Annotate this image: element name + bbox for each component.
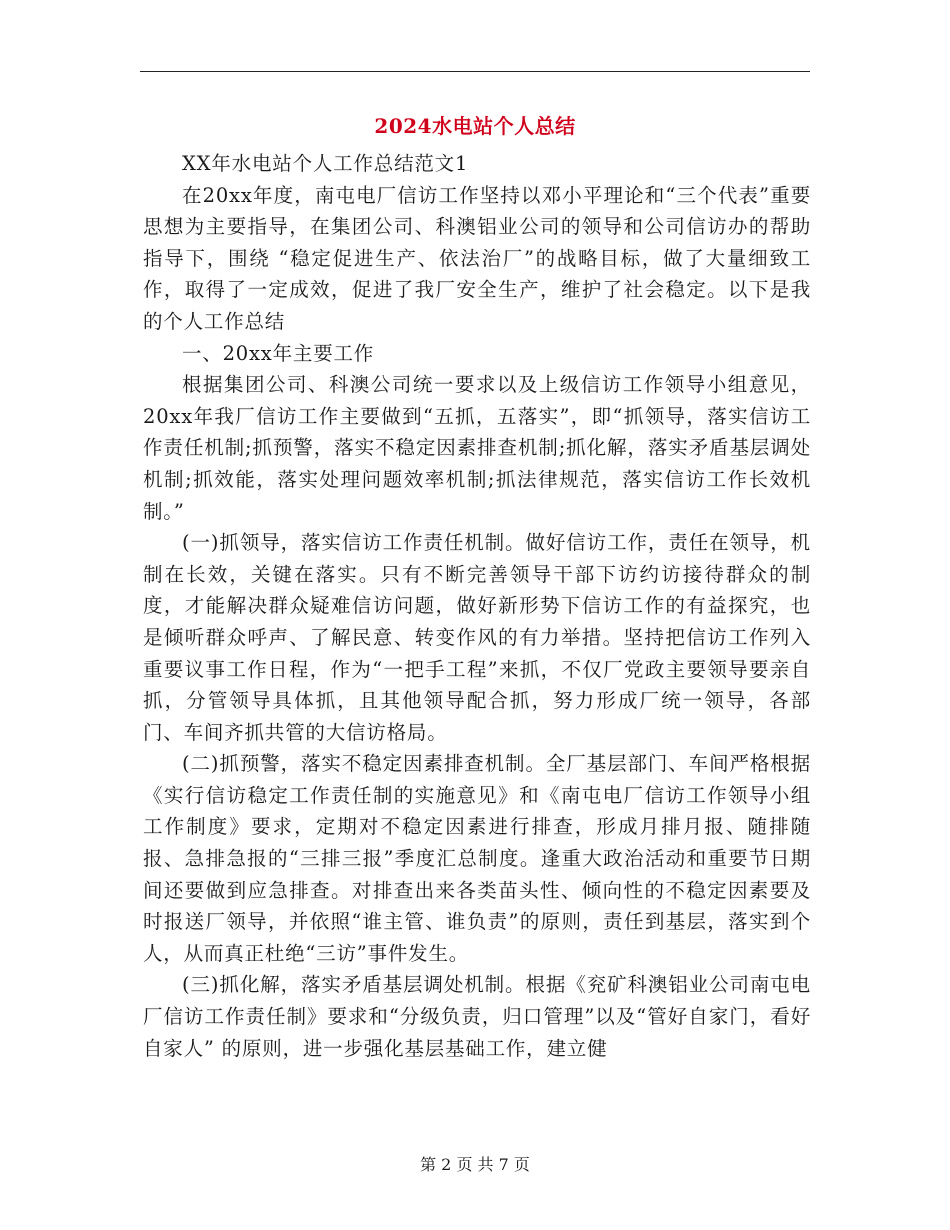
- page-label-prefix: 第: [420, 1155, 437, 1174]
- body-paragraph-item-3: (三)抓化解，落实矛盾基层调处机制。根据《兖矿科澳铝业公司南屯电厂信访工作责任制》要求和“分级负责，归口管理”以及“管好自家门，看好自家人” 的原则，进一步强化基层基础工作，建立健: [143, 973, 811, 1060]
- current-page-number: 2: [441, 1155, 452, 1174]
- document-body: [143, 148, 811, 1064]
- body-paragraph-item-2: (二)抓预警，落实不稳定因素排查机制。全厂基层部门、车间严格根据《实行信访稳定工作责任制的实施意见》和《南屯电厂信访工作领导小组工作制度》要求，定期对不稳定因素进行排查，形成月排月报、随排随报、急排急报的“三排三报”季度汇总制度。逢重大政治活动和重要节日期间还要做到应急排查。对排查出来各类苗头性、倾向性的不稳定因素要及时报送厂领导，并依照“谁主管、谁负责”的原则，责任到基层，落实到个人，从而真正杜绝“三访”事件发生。: [143, 752, 811, 965]
- body-paragraph-intro: 在20xx年度，南屯电厂信访工作坚持以邓小平理论和“三个代表”重要思想为主要指导，在集团公司、科澳铝业公司的领导和公司信访办的帮助指导下，围绕 “稳定促进生产、依法治厂”的战略目标，做了大量细致工作，取得了一定成效，促进了我厂安全生产，维护了社会稳定。以下是我的个人工作总结: [143, 183, 811, 333]
- section-heading-main-work: 一、20xx年主要工作: [182, 341, 375, 365]
- body-paragraph-item-1: (一)抓领导，落实信访工作责任机制。做好信访工作，责任在领导，机制在长效，关键在落实。只有不断完善领导干部下访约访接待群众的制度，才能解决群众疑难信访问题，做好新形势下信访工作的有益探究，也是倾听群众呼声、了解民意、转变作风的有力举措。坚持把信访工作列入重要议事工作日程，作为“一把手工程”来抓，不仅厂党政主要领导要亲自抓，分管领导具体抓，且其他领导配合抓，努力形成厂统一领导，各部门、车间齐抓共管的大信访格局。: [143, 531, 811, 744]
- page-label-middle: 页 共: [456, 1155, 494, 1174]
- page-label-suffix: 页: [513, 1155, 530, 1174]
- document-title: 2024水电站个人总结: [374, 114, 576, 138]
- body-paragraph-overview: 根据集团公司、科澳公司统一要求以及上级信访工作领导小组意见，20xx年我厂信访工作主要做到“五抓，五落实”，即“抓领导，落实信访工作责任机制;抓预警，落实不稳定因素排查机制;抓化解，落实矛盾基层调处机制;抓效能，落实处理问题效率机制;抓法律规范，落实信访工作长效机制。”: [143, 373, 811, 523]
- page-footer: [0, 1153, 950, 1177]
- header-rule: [140, 71, 810, 72]
- total-page-count: 7: [498, 1155, 509, 1174]
- body-paragraph-subtitle: XX年水电站个人工作总结范文1: [182, 152, 469, 175]
